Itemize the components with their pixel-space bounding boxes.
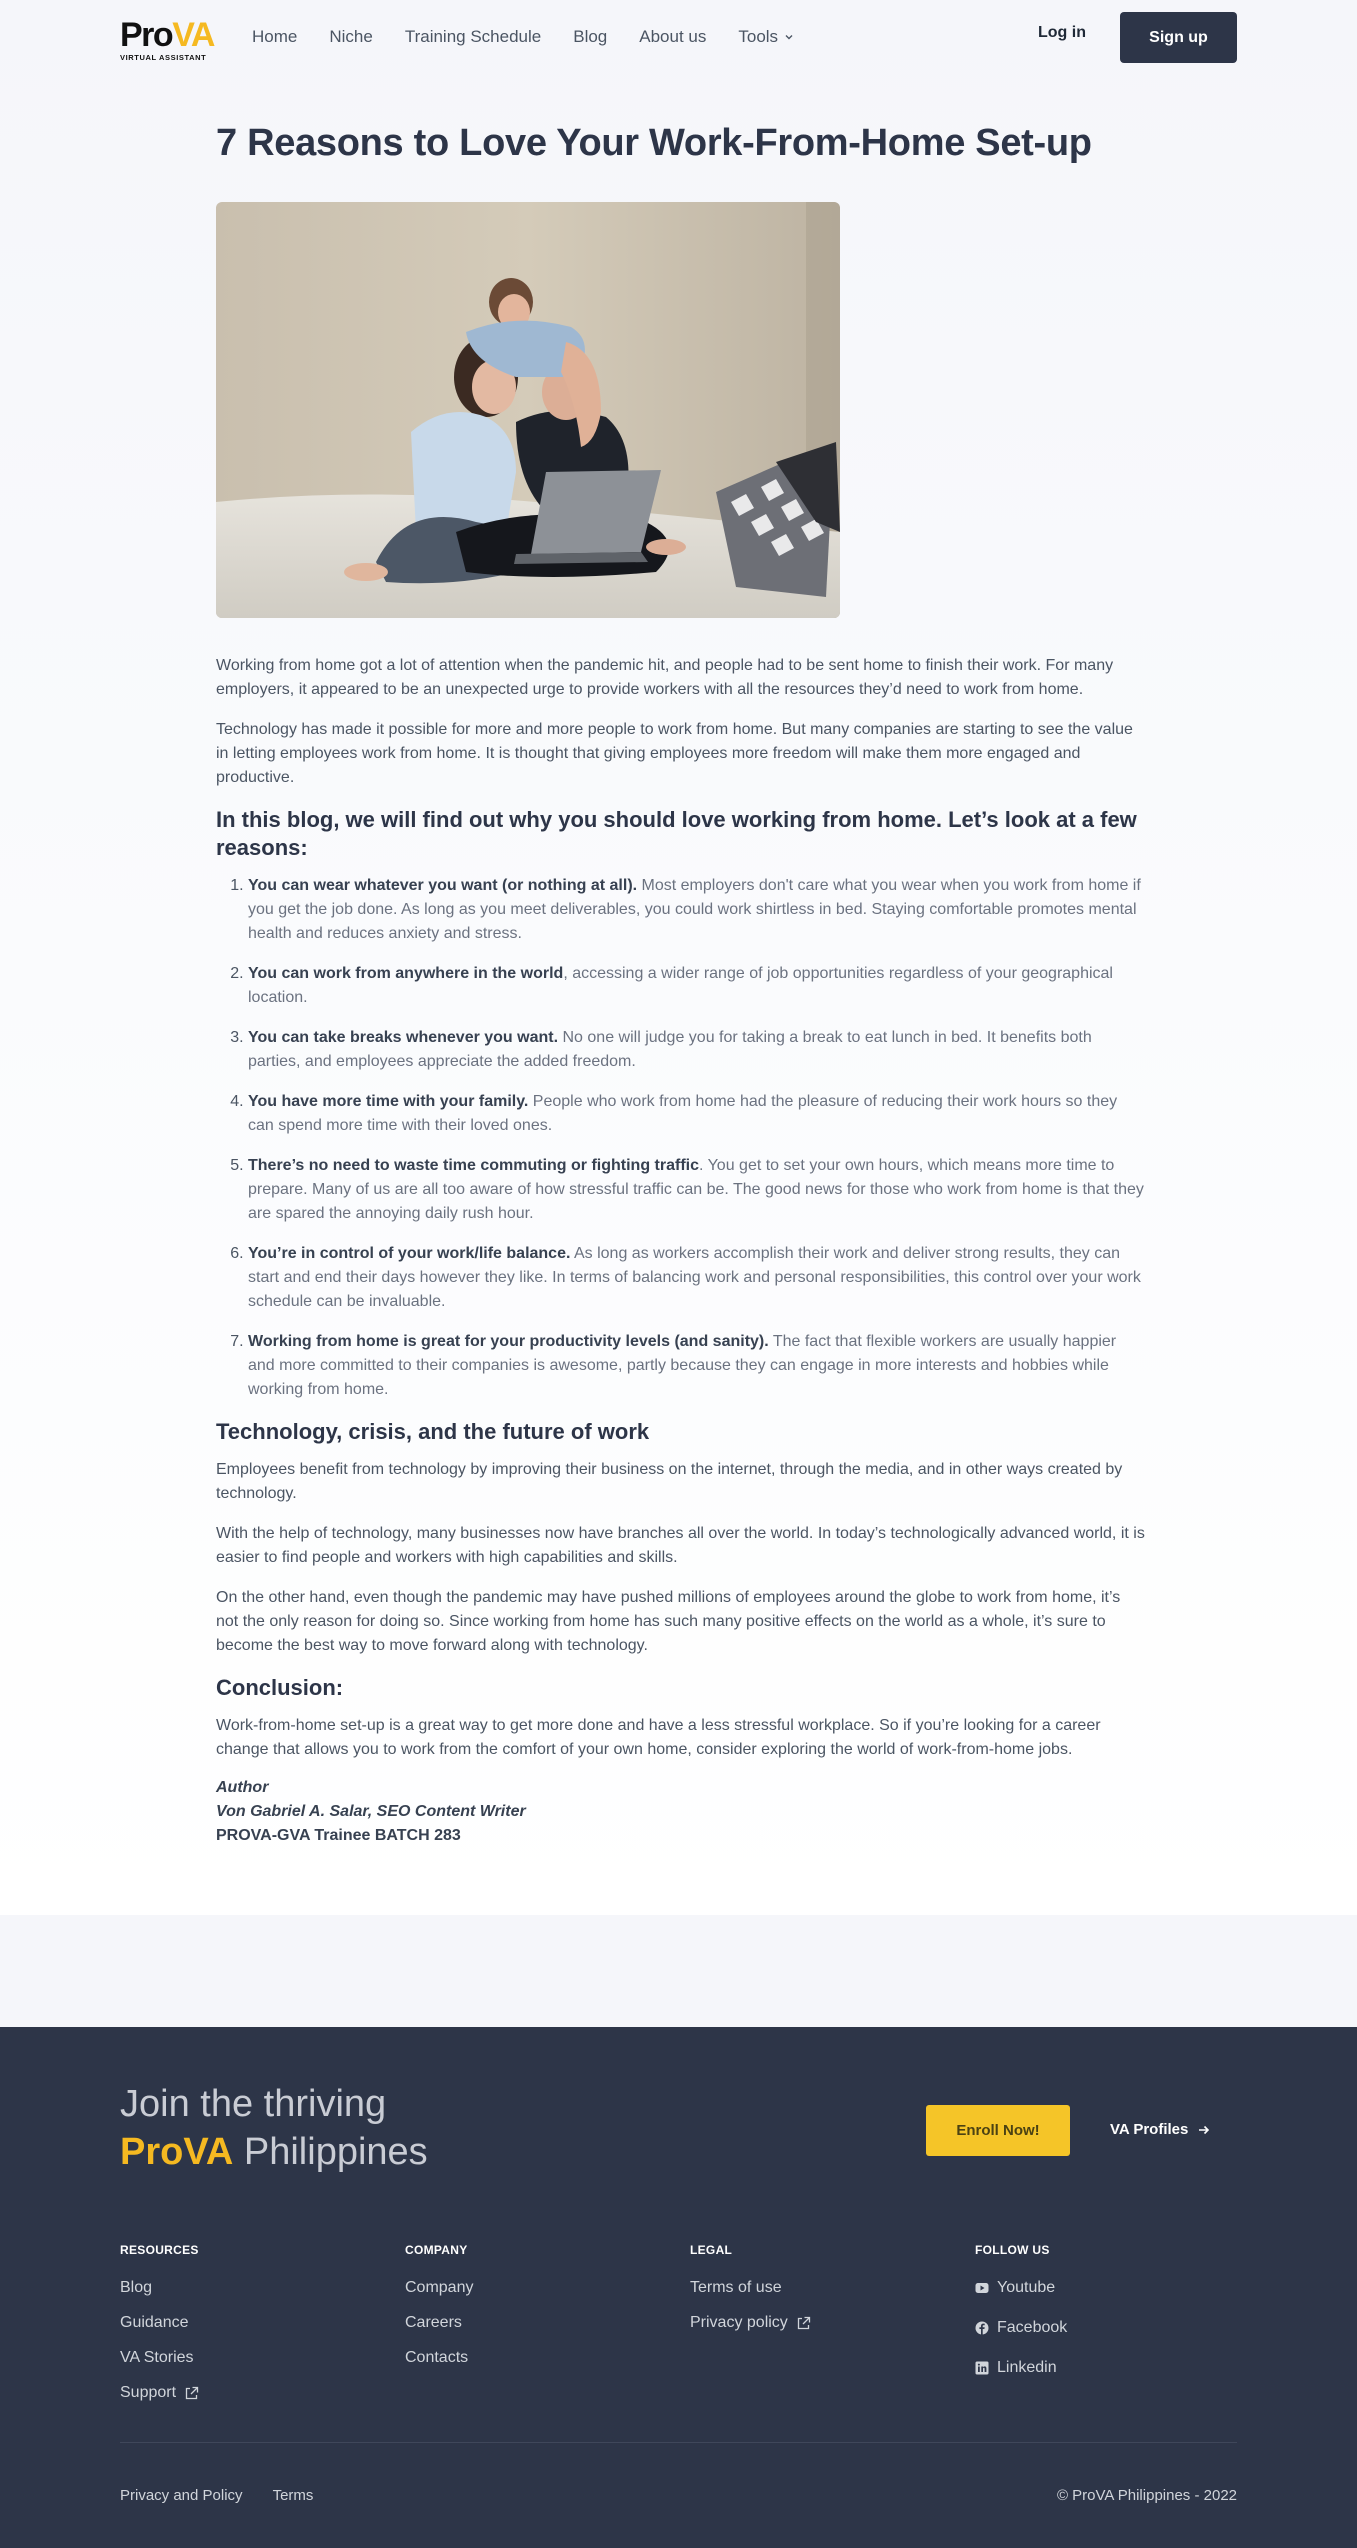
intro-paragraph-1: Working from home got a lot of attention when the pandemic hit, and people had to be sent home to finish their work. For many employers, it appeared to be an unexpected urge to provide workers with all the resources they’d need to work from home.: [216, 657, 1114, 698]
tech-paragraph-2: With the help of technology, many businesses now have branches all over the world. In today’s technologically advanced world, it is easier to find people and workers with high capabilities and skills.: [216, 1525, 1145, 1566]
conclusion-paragraph: Work-from-home set-up is a great way to get more done and have a less stressful workplace. So if you’re looking for a career change that allows you to work from the comfort of your own home, consider exploring the world of work-from-home jobs.: [216, 1717, 1101, 1758]
reason-title: You have more time with your family.: [248, 1093, 529, 1110]
author-batch: PROVA-GVA Trainee BATCH 283: [216, 1827, 461, 1844]
footer-col-resources: [120, 2242, 199, 2418]
legal-title: LEGAL: [690, 2243, 733, 2257]
cta-line-2-rest: Philippines: [233, 2131, 428, 2173]
footer-link-blog[interactable]: Blog: [120, 2279, 153, 2296]
youtube-label: Youtube: [997, 2279, 1056, 2296]
company-title: COMPANY: [405, 2243, 468, 2257]
nav-training-schedule[interactable]: Training Schedule: [404, 27, 542, 46]
follow-title: FOLLOW US: [975, 2243, 1050, 2257]
reason-title: Working from home is great for your productivity levels (and sanity).: [248, 1333, 769, 1350]
footer-link-company[interactable]: Company: [405, 2279, 474, 2296]
reason-item: [248, 962, 1146, 1010]
reason-title: You can work from anywhere in the world: [248, 965, 564, 982]
linkedin-label: Linkedin: [997, 2359, 1057, 2376]
facebook-icon: [975, 2321, 989, 2335]
nav-tools[interactable]: [738, 27, 794, 47]
reason-text: The fact that flexible workers are usually happier and more committed to their companies is awesome, partly because they can engage in more interests and hobbies while working from home.: [248, 1333, 1117, 1398]
external-link-icon: [796, 2316, 811, 2331]
reason-title: There’s no need to waste time commuting or fighting traffic: [248, 1157, 699, 1174]
footer-link-va-stories[interactable]: VA Stories: [120, 2349, 194, 2366]
youtube-icon: [975, 2281, 989, 2295]
reason-text: . You get to set your own hours, which means more time to prepare. Many of us are all too aware of how stressful traffic can be. The good news for those who work from home is that they are spared the annoying daily rush hour.: [248, 1157, 1144, 1222]
footer-link-careers[interactable]: Careers: [405, 2314, 462, 2331]
footer-col-legal: [690, 2242, 811, 2348]
reason-item: [248, 874, 1146, 946]
enroll-now-button[interactable]: Enroll Now!: [926, 2105, 1070, 2156]
copyright: © ProVA Philippines - 2022: [1056, 2487, 1237, 2504]
footer-link-terms-of-use[interactable]: Terms of use: [690, 2279, 782, 2296]
footer-col-follow: [975, 2242, 1067, 2398]
logo-wordmark: ProVA: [120, 16, 214, 54]
nav-about-us[interactable]: About us: [639, 27, 707, 46]
va-profiles-link[interactable]: [1110, 2121, 1210, 2138]
footer-divider: [120, 2442, 1237, 2443]
footer-link-privacy-and-policy[interactable]: Privacy and Policy: [120, 2487, 243, 2504]
va-profiles-label: VA Profiles: [1110, 2121, 1189, 2138]
signup-button[interactable]: Sign up: [1120, 12, 1237, 63]
nav-blog[interactable]: Blog: [573, 27, 608, 46]
footer-col-company: [405, 2242, 473, 2383]
nav-home[interactable]: Home: [252, 27, 298, 46]
reason-item: [248, 1154, 1146, 1226]
author-block: [216, 1776, 1146, 1848]
conclusion-heading: Conclusion:: [216, 1675, 344, 1700]
resources-title: RESOURCES: [120, 2243, 199, 2257]
nav-tools-label: Tools: [738, 27, 779, 46]
family-working-from-home-illustration: [216, 202, 840, 618]
reason-title: You can wear whatever you want (or nothing at all).: [248, 877, 638, 894]
reason-item: [248, 1330, 1146, 1402]
footer-link-facebook[interactable]: [975, 2318, 1067, 2338]
privacy-policy-label: Privacy policy: [690, 2314, 788, 2331]
reason-item: [248, 1242, 1146, 1314]
footer-link-youtube[interactable]: [975, 2278, 1067, 2298]
logo-tagline: VIRTUAL ASSISTANT: [120, 53, 207, 62]
footer-link-privacy-policy[interactable]: [690, 2313, 811, 2333]
chevron-down-icon: [784, 32, 794, 42]
reason-title: You can take breaks whenever you want.: [248, 1029, 559, 1046]
author-name: Von Gabriel A. Salar, SEO Content Writer: [216, 1803, 526, 1820]
hero-image: [216, 202, 840, 618]
reason-text: People who work from home had the pleasure of reducing their work hours so they can spend more time with their loved ones.: [248, 1093, 1118, 1134]
cta-title: [120, 2080, 428, 2176]
intro-paragraph-2: Technology has made it possible for more and more people to work from home. But many companies are starting to see the value in letting employees work from home. It is thought that giving employees more freedom will make them more engaged and productive.: [216, 721, 1133, 786]
login-link[interactable]: Log in: [1038, 24, 1086, 41]
cta-brand: ProVA: [120, 2131, 234, 2173]
reason-text: Most employers don't care what you wear when you work from home if you get the job done. As long as you meet deliverables, you could work shirtless in bed. Staying comfortable promotes mental health and reduces anxiety and stress.: [248, 877, 1141, 942]
reason-text: No one will judge you for taking a break to eat lunch in bed. It benefits both parties, and employees appreciate the added freedom.: [248, 1029, 1092, 1070]
tech-heading: Technology, crisis, and the future of work: [216, 1419, 650, 1444]
facebook-label: Facebook: [997, 2319, 1068, 2336]
footer-link-terms[interactable]: Terms: [272, 2487, 314, 2504]
author-label: Author: [216, 1779, 269, 1796]
logo[interactable]: [120, 16, 220, 62]
external-link-icon: [184, 2386, 199, 2401]
blog-article: [216, 110, 1146, 1848]
linkedin-icon: [975, 2361, 989, 2375]
reason-title: You’re in control of your work/life balance.: [248, 1245, 571, 1262]
footer-link-guidance[interactable]: Guidance: [120, 2314, 189, 2331]
cta-line-2: [120, 2128, 428, 2176]
nav-niche[interactable]: Niche: [329, 27, 373, 46]
tech-paragraph-1: Employees benefit from technology by improving their business on the internet, through the media, and in other ways created by technology.: [216, 1461, 1123, 1502]
reason-item: [248, 1026, 1146, 1074]
article-title: 7 Reasons to Love Your Work-From-Home Set-up: [216, 122, 1092, 164]
site-footer: [0, 2027, 1357, 2548]
site-header: [0, 0, 1357, 74]
footer-link-support[interactable]: [120, 2383, 199, 2403]
reason-text: , accessing a wider range of job opportunities regardless of your geographical location.: [248, 965, 1113, 1006]
reason-item: [248, 1090, 1146, 1138]
reasons-heading: In this blog, we will find out why you should love working from home. Let’s look at a few reasons:: [216, 807, 1137, 860]
cta-line-1: Join the thriving: [120, 2083, 387, 2125]
footer-bottom-links: [120, 2487, 313, 2504]
tech-paragraph-3: On the other hand, even though the pandemic may have pushed millions of employees around the globe to work from home, it’s not the only reason for doing so. Since working from home has such many positive effects on the world as a whole, it’s sure to become the best way to move forward along with technology.: [216, 1589, 1121, 1654]
main-nav: [252, 0, 826, 74]
arrow-right-icon: [1198, 2124, 1210, 2136]
footer-link-contacts[interactable]: Contacts: [405, 2349, 469, 2366]
reason-text: As long as workers accomplish their work and deliver strong results, they can start and end their days however they like. In terms of balancing work and personal responsibilities, this control over your work schedule can be invaluable.: [248, 1245, 1141, 1310]
reasons-list: [248, 874, 1146, 1402]
support-label: Support: [120, 2384, 177, 2401]
footer-link-linkedin[interactable]: [975, 2358, 1067, 2378]
